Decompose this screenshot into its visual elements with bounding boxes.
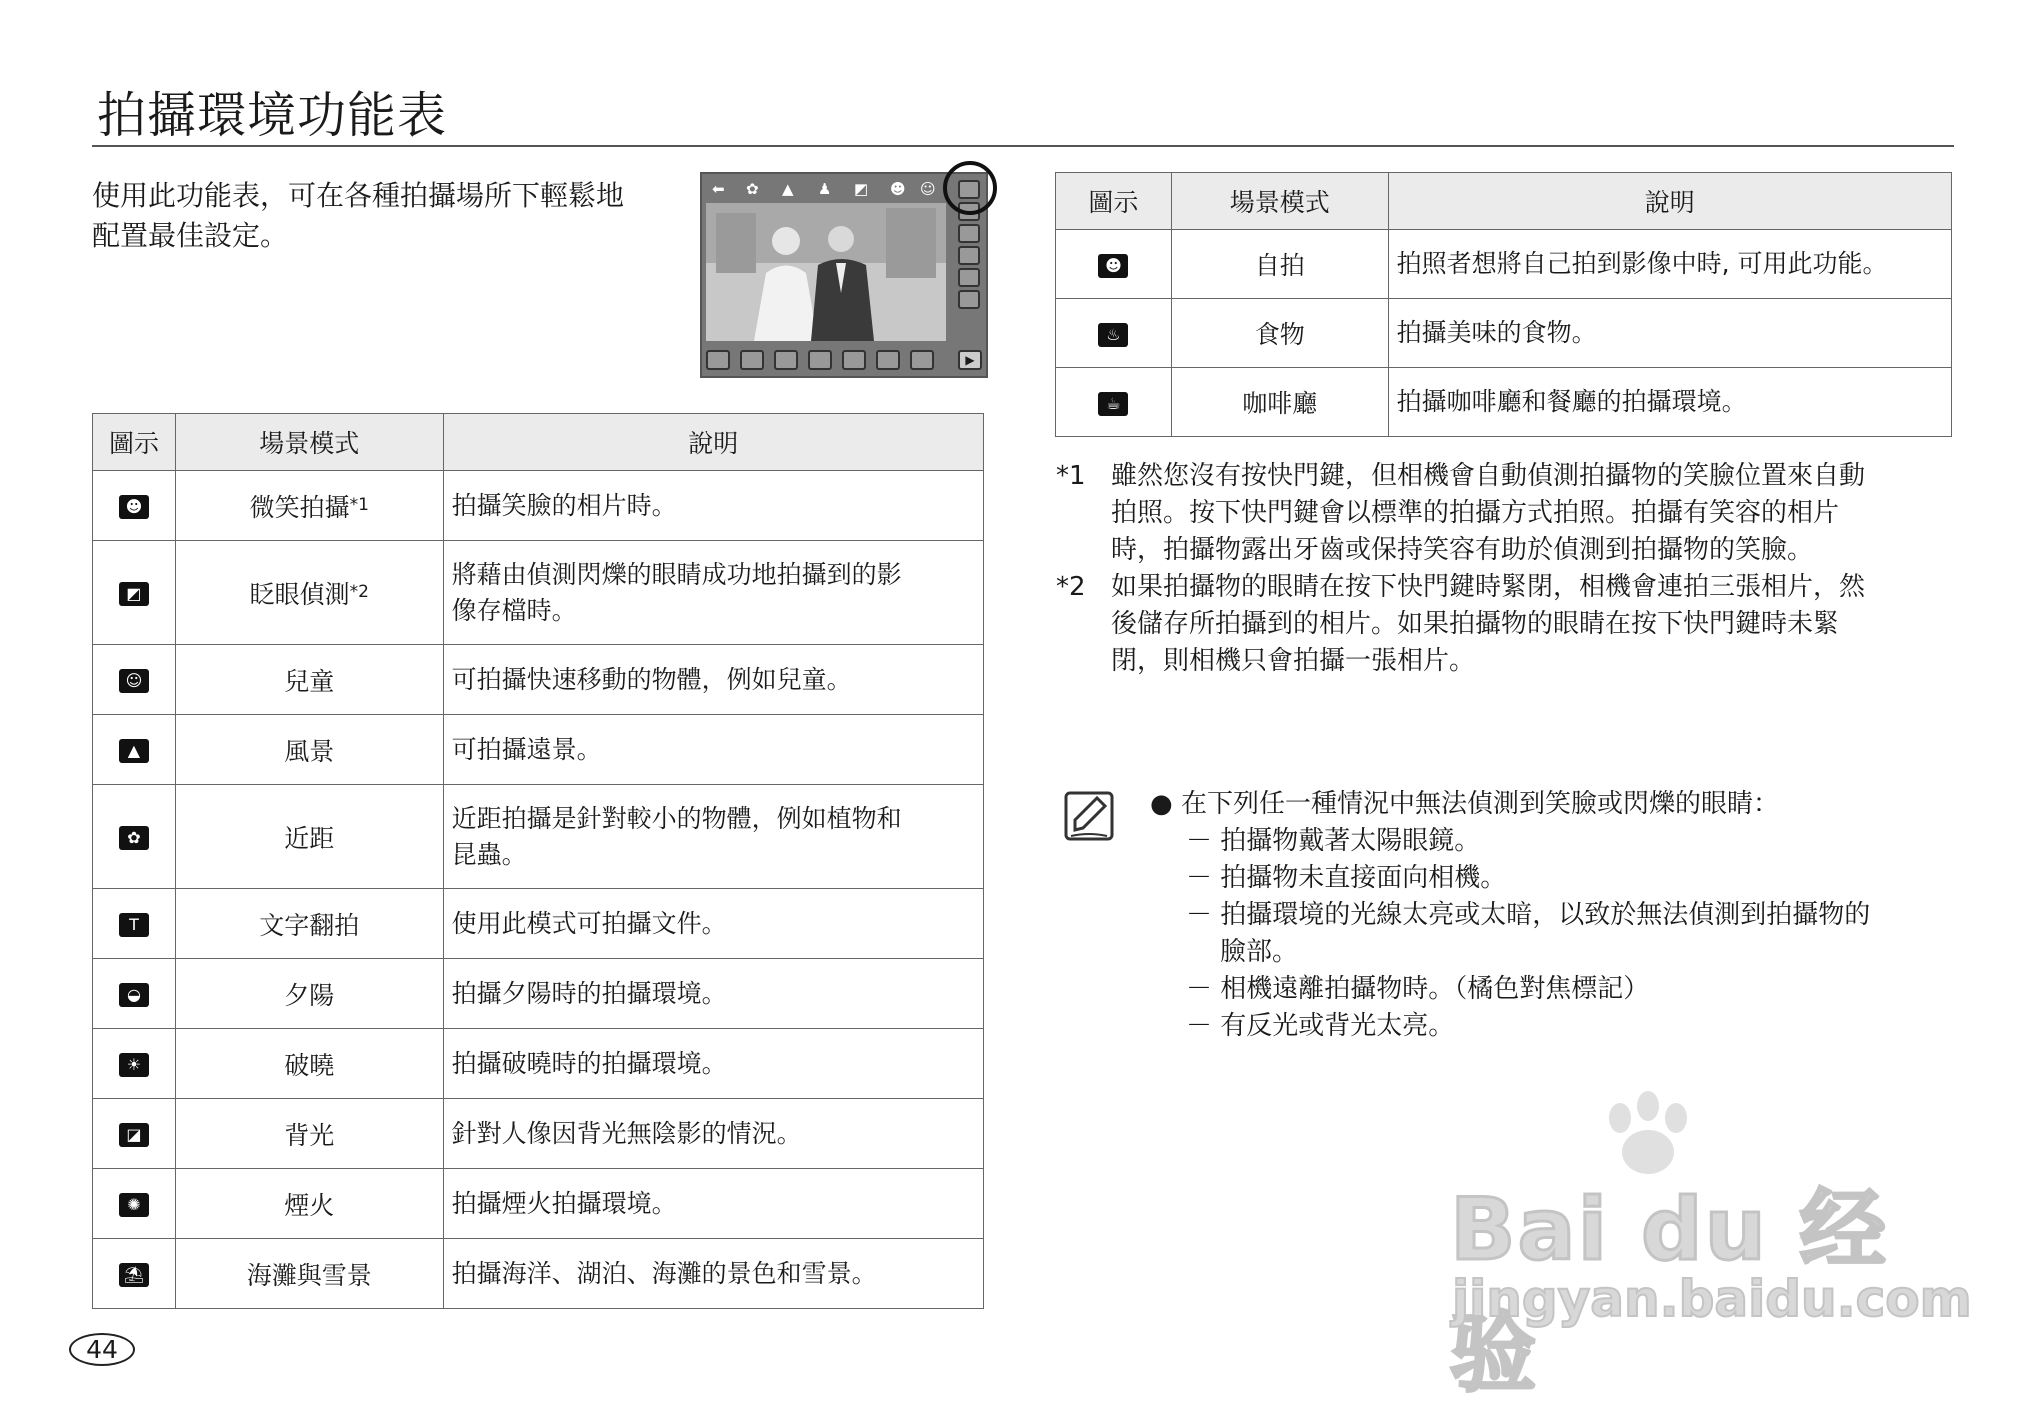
header-desc: 說明	[443, 414, 983, 471]
footnote-2	[1056, 569, 1956, 680]
header-icon: 圖示	[1056, 173, 1172, 230]
smile-shot-icon: ☻	[890, 180, 906, 198]
scene-description	[443, 1169, 983, 1239]
footnote-1	[1056, 458, 1956, 569]
mode-label: 夕陽	[284, 980, 335, 1010]
tip-item: － 有反光或背光太亮。	[1186, 1011, 1455, 1041]
side-button	[958, 268, 980, 287]
wedding-couple-image	[706, 203, 946, 341]
scene-description	[443, 785, 983, 889]
close-up-icon: ✿	[119, 826, 149, 850]
scene-description	[443, 645, 983, 715]
desc-line: 拍攝海洋、湖泊、海灘的景色和雪景。	[451, 1258, 877, 1288]
table-row	[93, 1239, 984, 1309]
row-icon-cell	[93, 1239, 176, 1309]
mode-label: 海灘與雪景	[246, 1260, 372, 1290]
table-row	[93, 889, 984, 959]
intro-text	[92, 176, 692, 256]
desc-line: 針對人像因背光無陰影的情況。	[451, 1118, 802, 1148]
page-number: 44	[69, 1333, 135, 1366]
tip-item: － 相機遠離拍攝物時。（橘色對焦標記）	[1186, 974, 1650, 1004]
mode-label: 破曉	[284, 1050, 335, 1080]
footnote-line: 後儲存所拍攝到的相片。如果拍攝物的眼睛在按下快門鍵時未緊	[1111, 609, 1840, 639]
row-icon-cell	[93, 541, 176, 645]
row-icon-cell	[93, 889, 176, 959]
footnote-line: 雖然您沒有按快門鍵，但相機會自動偵測拍攝物的笑臉位置來自動	[1111, 461, 1866, 491]
scene-description	[443, 959, 983, 1029]
row-icon-cell	[1056, 368, 1172, 437]
footnote-line: 閉，則相機只會拍攝一張相片。	[1111, 646, 1476, 676]
scene-mode-table-right	[1055, 172, 1952, 437]
intro-line: 配置最佳設定。	[92, 219, 289, 252]
scene-mode-table-left	[92, 413, 984, 1309]
tip-section	[1150, 786, 1950, 1045]
footnote-line: 如果拍攝物的眼睛在按下快門鍵時緊閉，相機會連拍三張相片，然	[1111, 572, 1866, 602]
bottom-button	[842, 350, 866, 370]
watermark-text: Bai du 经验	[1450, 1180, 1888, 1404]
children-icon: ♟	[818, 180, 832, 198]
table-row	[93, 471, 984, 541]
desc-line: 使用此模式可拍攝文件。	[451, 908, 727, 938]
table-header-row	[1056, 173, 1952, 230]
note-pencil-icon	[1063, 790, 1115, 842]
bottom-button	[774, 350, 798, 370]
scene-mode-name: 咖啡廳	[1171, 368, 1388, 437]
text-icon: T	[119, 913, 149, 937]
bottom-button	[740, 350, 764, 370]
desc-line: 近距拍攝是針對較小的物體，例如植物和	[451, 803, 902, 833]
scene-description	[443, 1099, 983, 1169]
header-desc: 說明	[1388, 173, 1951, 230]
row-icon-cell	[1056, 299, 1172, 368]
side-button	[958, 290, 980, 309]
tip-item: － 拍攝物未直接面向相機。	[1186, 863, 1507, 893]
footnote-ref: *2	[349, 581, 369, 602]
desc-line: 可拍攝快速移動的物體，例如兒童。	[451, 664, 852, 694]
camera-mode-icon-bar	[706, 180, 946, 202]
blink-detection-icon: ◩	[854, 180, 869, 198]
back-arrow-icon: ⬅	[712, 180, 725, 198]
footnote-mark: *2	[1056, 572, 1086, 602]
title-divider	[92, 145, 1954, 147]
scene-mode-name	[175, 471, 443, 541]
row-icon-cell	[93, 715, 176, 785]
side-button	[958, 224, 980, 243]
scene-mode-name	[175, 541, 443, 645]
footnote-ref: *1	[349, 494, 369, 515]
footnote-line: 拍照。按下快門鍵會以標準的拍攝方式拍照。拍攝有笑容的相片	[1111, 498, 1840, 528]
row-icon-cell	[93, 1029, 176, 1099]
smile-shot-icon: ☺	[920, 180, 936, 198]
table-row	[93, 1029, 984, 1099]
mode-label: 文字翻拍	[259, 910, 360, 940]
table-row	[93, 1169, 984, 1239]
intro-line: 使用此功能表，可在各種拍攝場所下輕鬆地	[92, 179, 625, 212]
tip-item-continuation: 臉部。	[1220, 937, 1299, 967]
bottom-button	[706, 350, 730, 370]
header-icon: 圖示	[93, 414, 176, 471]
bottom-button	[910, 350, 934, 370]
play-arrow-icon: ▶	[958, 350, 982, 370]
desc-line: 可拍攝遠景。	[451, 734, 602, 764]
landscape-icon: ▲	[119, 739, 149, 763]
scene-mode-name	[175, 1029, 443, 1099]
desc-line: 拍攝破曉時的拍攝環境。	[451, 1048, 727, 1078]
header-mode: 場景模式	[1171, 173, 1388, 230]
scene-description	[443, 471, 983, 541]
row-icon-cell	[93, 471, 176, 541]
scene-mode-name: 自拍	[1171, 230, 1388, 299]
table-row	[93, 1099, 984, 1169]
row-icon-cell	[1056, 230, 1172, 299]
table-row	[93, 715, 984, 785]
backlight-icon: ◪	[119, 1123, 149, 1147]
scene-description: 拍照者想將自己拍到影像中時, 可用此功能。	[1388, 230, 1951, 299]
scene-description	[443, 1029, 983, 1099]
page-title: 拍攝環境功能表	[97, 87, 448, 144]
baidu-watermark	[1440, 1090, 1972, 1404]
landscape-icon: ▲	[782, 180, 794, 198]
footnotes	[1056, 458, 1956, 680]
scene-mode-name	[175, 959, 443, 1029]
footnote-line: 時，拍攝物露出牙齒或保持笑容有助於偵測到拍攝物的笑臉。	[1111, 535, 1814, 565]
tip-bullet: ● 在下列任一種情況中無法偵測到笑臉或閃爍的眼睛：	[1150, 789, 1779, 819]
scene-mode-name	[175, 1099, 443, 1169]
sunset-icon: ◒	[119, 983, 149, 1007]
cafe-icon: ☕	[1098, 392, 1128, 416]
mode-label: 煙火	[284, 1190, 335, 1220]
blink-detection-icon: ◩	[119, 582, 149, 606]
highlight-circle	[943, 161, 997, 215]
self-shot-icon: ☻	[1098, 254, 1128, 278]
table-row	[93, 785, 984, 889]
desc-line: 將藉由偵測閃爍的眼睛成功地拍攝到的影	[451, 559, 902, 589]
header-mode: 場景模式	[175, 414, 443, 471]
wedding-photo-preview	[706, 203, 946, 341]
desc-line: 拍攝煙火拍攝環境。	[451, 1188, 677, 1218]
table-row	[1056, 230, 1952, 299]
table-header-row	[93, 414, 984, 471]
row-icon-cell	[93, 645, 176, 715]
food-icon: ♨	[1098, 323, 1128, 347]
table-row	[1056, 299, 1952, 368]
scene-mode-name	[175, 1169, 443, 1239]
desc-line: 昆蟲。	[451, 839, 527, 869]
row-icon-cell	[93, 1099, 176, 1169]
smile-shot-icon: ☻	[119, 495, 149, 519]
scene-mode-name: 食物	[1171, 299, 1388, 368]
children-icon: ☺	[119, 669, 149, 693]
mode-label: 微笑拍攝	[249, 492, 350, 522]
row-icon-cell	[93, 785, 176, 889]
scene-description	[443, 1239, 983, 1309]
mode-label: 兒童	[284, 666, 335, 696]
scene-description	[443, 889, 983, 959]
footnote-mark: *1	[1056, 461, 1086, 491]
beach-snow-icon: ⛱	[119, 1263, 149, 1287]
mode-label: 眨眼偵測	[249, 579, 350, 609]
camera-bottom-buttons	[706, 350, 986, 372]
desc-line: 拍攝夕陽時的拍攝環境。	[451, 978, 727, 1008]
close-up-icon: ✿	[746, 180, 759, 198]
side-button	[958, 246, 980, 265]
mode-label: 風景	[284, 736, 335, 766]
table-row	[93, 645, 984, 715]
table-row	[93, 959, 984, 1029]
row-icon-cell	[93, 959, 176, 1029]
bottom-button	[876, 350, 900, 370]
scene-mode-name	[175, 1239, 443, 1309]
scene-mode-name	[175, 785, 443, 889]
table-row	[1056, 368, 1952, 437]
watermark-url: jingyan.baidu.com	[1452, 1270, 1972, 1328]
desc-line: 像存檔時。	[451, 595, 577, 625]
scene-description: 拍攝美味的食物。	[1388, 299, 1951, 368]
scene-mode-name	[175, 715, 443, 785]
mode-label: 近距	[284, 823, 335, 853]
scene-description	[443, 541, 983, 645]
table-row	[93, 541, 984, 645]
scene-description: 拍攝咖啡廳和餐廳的拍攝環境。	[1388, 368, 1951, 437]
fireworks-icon: ✺	[119, 1193, 149, 1217]
tip-item: － 拍攝環境的光線太亮或太暗，以致於無法偵測到拍攝物的	[1186, 900, 1871, 930]
desc-line: 拍攝笑臉的相片時。	[451, 490, 677, 520]
row-icon-cell	[93, 1169, 176, 1239]
tip-item: － 拍攝物戴著太陽眼鏡。	[1186, 826, 1481, 856]
scene-description	[443, 715, 983, 785]
scene-mode-name	[175, 645, 443, 715]
scene-mode-name	[175, 889, 443, 959]
dawn-icon: ☀	[119, 1053, 149, 1077]
bottom-button	[808, 350, 832, 370]
mode-label: 背光	[284, 1120, 335, 1150]
